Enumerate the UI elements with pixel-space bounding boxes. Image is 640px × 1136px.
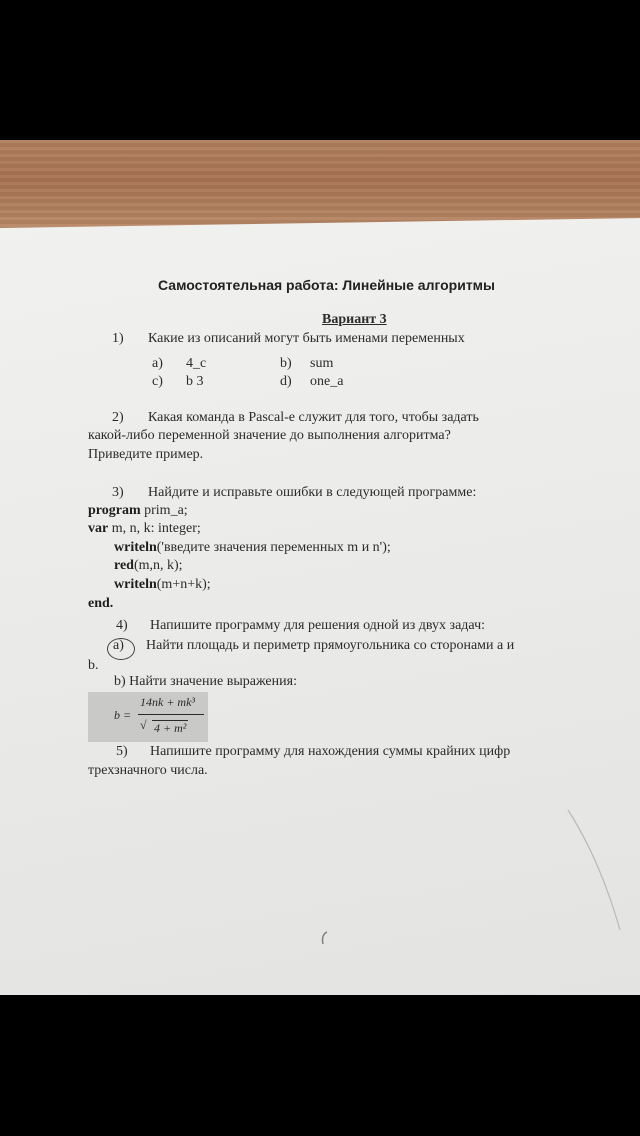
q3-text: Найдите и исправьте ошибки в следующей программе: [148, 485, 477, 500]
code-line-end [88, 596, 113, 612]
q2-line-1: Какая команда в Pascal-е служит для того, чтобы задать [148, 410, 479, 425]
q4-option-a-continuation: b. [88, 658, 99, 673]
q1-option-b-letter: b) [280, 356, 292, 371]
q4-number: 4) [116, 618, 128, 633]
code-keyword: program [88, 503, 141, 518]
code-keyword: red [114, 558, 134, 573]
formula-lhs: b = [114, 708, 132, 722]
q4-text: Напишите программу для решения одной из двух задач: [150, 618, 486, 633]
q3-number: 3) [112, 485, 124, 500]
code-rest: (m+n+k); [156, 577, 211, 592]
code-rest: (m,n, k); [133, 558, 183, 573]
q2-line-3: Приведите пример. [88, 447, 204, 462]
q1-option-d-letter: d) [280, 374, 292, 389]
q4-option-b: b) Найти значение выражения: [114, 674, 297, 689]
code-line-writeln-prompt [114, 540, 391, 556]
q5-line-1: Напишите программу для нахождения суммы крайних цифр [150, 744, 511, 759]
code-line-program [88, 503, 188, 519]
q1-option-c-value: b 3 [186, 374, 204, 389]
code-keyword: writeln [114, 540, 157, 555]
code-rest: m, n, k: integer; [108, 521, 201, 536]
formula-image [88, 692, 208, 742]
q1-option-a-letter: a) [152, 356, 163, 371]
formula-denominator: 4 + m² [154, 721, 187, 735]
pen-mark-curve [560, 800, 640, 940]
pen-mark-tick [318, 930, 332, 946]
code-line-var [88, 521, 201, 537]
code-line-writeln-sum [114, 577, 211, 593]
worksheet-title: Самостоятельная работа: Линейные алгоритмы [158, 277, 495, 293]
q1-option-d-value: one_a [310, 374, 344, 389]
q1-text: Какие из описаний могут быть именами переменных [148, 331, 465, 346]
fraction-bar [138, 714, 204, 715]
code-line-red [114, 558, 183, 574]
q2-line-2: какой-либо переменной значение до выполнения алгоритма? [88, 428, 451, 443]
code-rest: ('введите значения переменных m и n'); [156, 540, 391, 555]
code-keyword: var [88, 521, 109, 536]
formula-numerator: 14nk + mk³ [140, 695, 196, 709]
q1-option-b-value: sum [310, 356, 334, 371]
q1-option-c-letter: c) [152, 374, 163, 389]
q5-line-2: трехзначного числа. [88, 763, 208, 778]
variant-heading: Вариант 3 [322, 312, 387, 327]
q4-option-a-text: Найти площадь и периметр прямоугольника со сторонами а и [146, 638, 515, 653]
wooden-table-background [0, 140, 640, 230]
q1-option-a-value: 4_c [186, 356, 207, 371]
sqrt-icon: √ [140, 718, 147, 732]
code-keyword: writeln [114, 577, 157, 592]
q1-number: 1) [112, 331, 124, 346]
q2-number: 2) [112, 410, 124, 425]
q4-option-a-letter: a) [113, 638, 124, 653]
code-rest: prim_a; [140, 503, 188, 518]
code-keyword: end. [88, 596, 114, 611]
q5-number: 5) [116, 744, 128, 759]
